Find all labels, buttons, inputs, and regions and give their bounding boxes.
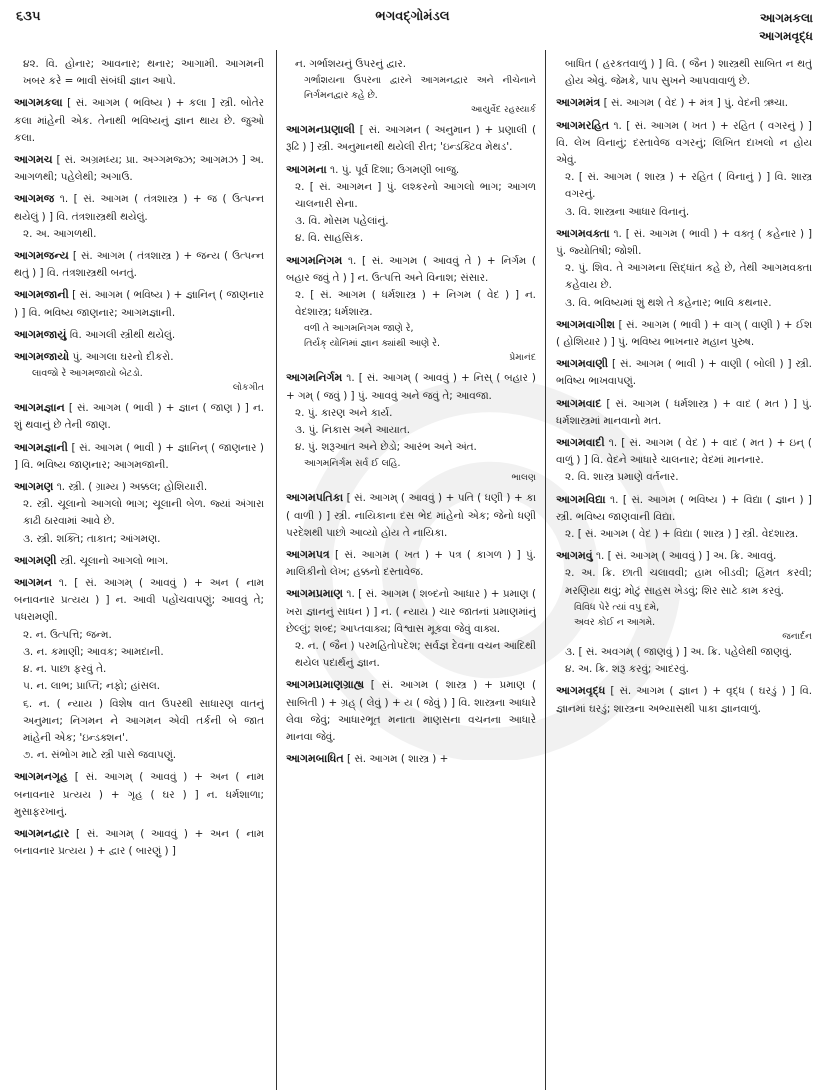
sense: ૩. પું. નિકાસ અને આયાત. <box>295 424 411 437</box>
headword: આગમવૃદ્ધ <box>556 684 606 698</box>
dictionary-entry <box>286 546 536 581</box>
headword: આગમનદ્વાર <box>14 826 70 840</box>
sense: ૨. પું. શિવ. તે આગમના સિદ્ધાંત કહે છે, તેથી આગમવક્તા કહેવાય છે. <box>565 262 812 292</box>
dictionary-entry <box>556 56 812 90</box>
definition-text: ૧. [ સં. આગમ ( આવવું તે ) + નિર્ગમ ( બહાર જવું તે ) ] ન. ઉત્પત્તિ અને વિનાશ; સંસાર. <box>286 254 536 284</box>
headword: આગમવાદી <box>556 436 605 450</box>
definition-text: ૧. [ સં. આગમ ( શબ્દનો આધાર ) + પ્રમાણ ( ખરા જ્ઞાનનું સાધન ) ] ન. ( ન્યાય ) ચાર જાતનાં પ્રમાણમાંનું છેલ્લું; શબ્દ; આપ્તવાક્ય; વિશ્વાસ મૂકવા જેવું વાક્ય. <box>286 588 536 635</box>
headword: આગમણી <box>14 553 57 567</box>
headword: આગમમંત્ર <box>556 96 601 110</box>
dictionary-entry <box>14 247 264 282</box>
dictionary-entry <box>556 94 812 112</box>
sense: ૬. ન. ( ન્યાય ) વિશેષ વાત ઉપરથી સાધારણ વાતનું અનુમાન; નિગમન ને આગમન એવી તર્કની બે જાત માંહેની એક; 'ઇન્ડક્શન'. <box>23 697 264 744</box>
quotation: વળી તે આગમનિગમ જાણે રે, <box>304 323 414 335</box>
sense: ૪. અ. ક્રિ. શરૂ કરવું; આદરવું. <box>565 663 689 676</box>
definition-text: [ સં. આગમ્ ( આવવું ) + પતિ ( ધણી ) + કા ( વાળી ) ] સ્ત્રી. નાયિકાના દસ ભેદ માંહેનો એક; જેનો ધણી પરદેશથી પાછો આવ્યો હોય તે નાયિકા. <box>286 492 536 539</box>
definition-text: [ સં. આગમ ( વેદ ) + મંત્ર ] પું. વેદની ઋચા. <box>600 97 789 110</box>
definition-text: [ સં. આગમ ( ભાવી ) + વાણી ( બોલી ) ] સ્ત્રી. ભવિષ્ય ભાખવાપણું. <box>556 358 812 388</box>
guide-word-first: આગમકલા <box>760 11 813 25</box>
dictionary-entry <box>14 439 264 474</box>
definition-text: [ સં. આગમ ( શાસ્ત્ર ) + <box>343 753 449 766</box>
definition-text: [ સં. આગમ ( ભવિષ્ય ) + કલા ] સ્ત્રી. બોતેર કલા માંહેની એક. તેનાથી ભવિષ્યનું જ્ઞાન થાય છે. જુઓ કલા. <box>14 97 264 144</box>
definition-text: [ સં. આગમ ( ધર્મશાસ્ત્ર ) + વાદ ( મત ) ] પું. ધર્મશાસ્ત્રમાં માનવાનો મત. <box>556 397 812 427</box>
dictionary-entry <box>14 825 264 860</box>
headword: આગમપત્ર <box>286 548 330 562</box>
headword: આગમવાણી <box>556 357 609 371</box>
definition-text: [ સં. આગમ ( શાસ્ત્ર ) + પ્રમાણ ( સાબિતી ) + ગ્રહ્ ( લેવું ) + ય ( જેવું ) ] વિ. શાસ્ત્રના આધારે લેવા જેવું; આધારભૂત મનાતા માણસના વચનના આધારે માનવા જેવું. <box>286 679 536 744</box>
dictionary-entry <box>14 574 264 764</box>
sense: ૩. વિ. મોસમ પહેલાંનું. <box>295 215 389 228</box>
sense: ૩. ન. કમાણી; આવક; આમદાની. <box>23 645 164 658</box>
dictionary-entry <box>286 750 536 768</box>
definition-text: [ સં. આગમ ( ખત ) + પત્ર ( કાગળ ) ] પું. માલિકીનો લેખ; હક્કનો દસ્તાવેજ. <box>286 549 536 579</box>
quotation: લાવજો રે આગમજાયો બેટડો. <box>32 368 143 380</box>
dictionary-entry <box>14 151 264 186</box>
definition-text: ૧. [ સં. આગમ્ ( આવવું ) + અન ( નામ બનાવનાર પ્રત્યય ) ] ન. આવી પહોંચવાપણું; આવવું તે; પધરામણી. <box>14 577 264 624</box>
sense: ૨. [ સં. આગમ ( ધર્મશાસ્ત્ર ) + નિગમ ( વેદ ) ] ન. વેદશાસ્ત્ર; ધર્મશાસ્ત્ર. <box>295 289 536 319</box>
sense: ૨. અ. ક્રિ. છાતી ચલાવવી; હામ બીડવી; હિંમત કરવી; મરણિયા થવું; મોટું સાહસ ખેડવું; શિર સાટે કામ કરવું. <box>565 567 812 597</box>
quotation-source: આયુર્વેદ રહસ્યાર્ક <box>470 104 536 116</box>
dictionary-entry <box>14 768 264 821</box>
dictionary-entry <box>14 399 264 434</box>
dictionary-entry <box>556 225 812 312</box>
dictionary-entry <box>556 434 812 487</box>
headword: આગમચ <box>14 153 53 167</box>
definition-text: ૧. [ સં. આગમ ( ખત ) + રહિત ( વગરનું ) ] વિ. લેખ વિનાનું; દસ્તાવેજ વગરનું; લિખિત દાખલો ન હોય એવું. <box>556 119 812 167</box>
headword: આગમપતિકા <box>286 491 344 505</box>
quotation-source: ભાલણ <box>511 472 536 484</box>
column-divider <box>276 50 277 1090</box>
quotation: ગર્ભાશયના ઉપરના દ્વારને આગમનદ્વાર અને નીચેનાને નિર્ગમનદ્વાર કહે છે. <box>304 75 536 102</box>
dictionary-entry <box>286 489 536 542</box>
definition-text: ન. ગર્ભાશયનું ઉપરનું દ્વાર. <box>295 58 407 70</box>
book-title: ભગવદ્ગોમંડલ <box>375 9 450 24</box>
dictionary-entry <box>286 369 536 485</box>
headword: આગમજ્ઞાન <box>14 401 65 415</box>
definition-text: વિ. આગલી સ્ત્રીથી થયેલું. <box>66 328 176 341</box>
headword: આગમવિદ્યા <box>556 492 606 506</box>
definition-text: પું. આગલા ઘરનો દીકરો. <box>69 351 174 364</box>
sense: ૨. ન. ઉત્પત્તિ; જન્મ. <box>23 628 112 641</box>
headword: આગમજાયો <box>14 350 70 364</box>
sense: ૪. વિ. સાહસિક. <box>295 232 364 245</box>
sense: ૨. ન. ( જૈન ) પરમહિતોપદેશ; સર્વજ્ઞ દેવના વચન આદિથી થયેલ પદાર્થનું જ્ઞાન. <box>295 640 536 670</box>
dictionary-entry <box>14 190 264 243</box>
definition-text: [ સં. આગમ્ ( આવવું ) + અન ( નામ બનાવનાર પ્રત્યય ) + દ્વાર ( બારણું ) ] <box>14 827 264 858</box>
definition-text: [ સં. અગ્રમધ્ય; પ્રા. અગ્ગમજ્ઝ; આગમઝ ] અ. આગળથી; પહેલેથી; અગાઉ. <box>14 154 264 184</box>
definition-text: ૧. [ સં. આગમ ( ભાવી ) + વક્તૃ ( કહેનાર ) ] પું. જ્યોતિષી; જોશી. <box>556 227 812 258</box>
definition-text: [ સં. આગમ ( તંત્રશાસ્ત્ર ) + જન્ય ( ઉત્પન્ન થતું ) ] વિ. તંત્રશાસ્ત્રથી બનતું. <box>14 250 264 280</box>
quotation: તિર્યક્ યોનિમાં જ્ઞાન ક્યાંથી આણે રે. <box>304 338 440 350</box>
headword: આગમકલા <box>14 96 63 110</box>
sense: ૨. [ સં. આગમ ( શાસ્ત્ર ) + રહિત ( વિનાનું ) ] વિ. શાસ્ત્ર વગરનું. <box>565 171 812 201</box>
sense: ૩. વિ. શાસ્ત્રના આધાર વિનાનું. <box>565 205 690 218</box>
headword: આગમન <box>14 576 52 590</box>
definition-text: સ્ત્રી. ચૂલાનો આગલો ભાગ. <box>56 554 169 567</box>
dictionary-entry <box>14 326 264 344</box>
guide-words <box>759 9 813 45</box>
headword: આગમજન્ય <box>14 249 69 263</box>
quotation-source: લોકગીત <box>232 382 264 394</box>
dictionary-entry <box>286 676 536 746</box>
sense: ૨. [ સં. આગમન ] પું. લશ્કરનો આગલો ભાગ; આગળ ચાલનારી સેના. <box>295 180 536 211</box>
headword: આગમપ્રમાણ <box>286 587 343 601</box>
dictionary-entry <box>556 355 812 390</box>
sense: ૨. પું. કારણ અને કાર્ય. <box>295 406 393 419</box>
definition-text: ૧. [ સં. આગમ ( તંત્રશાસ્ત્ર ) + જ ( ઉત્પન્ન થયેલું ) ] વિ. તંત્રશાસ્ત્રથી થયેલું. <box>14 193 264 223</box>
sense: ૪. ન. પાછા ફરવું તે. <box>23 663 107 676</box>
headword: આગમવાગીશ <box>556 317 615 331</box>
headword: આગમરહિત <box>556 118 610 132</box>
headword: આગમણ <box>14 480 54 494</box>
definition-text: ૧. સ્ત્રી. ( ગ્રામ્ય ) અક્કલ; હોશિયારી. <box>53 481 208 494</box>
headword: આગમજ <box>14 192 55 206</box>
definition-text: [ સં. આગમ ( ભાવી ) + જ્ઞાનિન્ ( જાણનાર ) ] વિ. ભવિષ્ય જાણનાર; આગમજાની. <box>14 441 264 471</box>
definition-text: ૧. [ સં. આગમ ( ભવિષ્ય ) + વિદ્યા ( જ્ઞાન ) ] સ્ત્રી. ભવિષ્ય જાણવાની વિદ્યા. <box>556 493 812 523</box>
page-header <box>0 0 825 52</box>
definition-text: ૪૨. વિ. હોનાર; આવનાર; થનાર; આગામી. આગમની ખબર કરે = ભાવી સંબંધી જ્ઞાન આપે. <box>23 58 264 88</box>
column-1 <box>14 56 264 1086</box>
dictionary-entry <box>286 161 536 248</box>
sense: ૩. [ સં. અવગમ્ ( જાણવું ) ] અ. ક્રિ. પહેલેથી જાણવું. <box>565 645 793 658</box>
dictionary-entry <box>14 478 264 548</box>
dictionary-entry <box>556 117 812 221</box>
dictionary-entry <box>556 395 812 430</box>
definition-text: ૧. [ સં. આગમ્ ( આવવું ) + નિસ્ ( બહાર ) + ગમ્ ( જવું ) ] પું. આવવું અને જવું તે; આવજા. <box>286 372 536 402</box>
headword: આગમના <box>286 162 327 176</box>
quotation-source: પ્રેમાનંદ <box>509 352 536 364</box>
headword: આગમનિર્ગમ <box>286 371 343 385</box>
headword: આગમનગૃહ <box>14 770 68 784</box>
sense: ૨. વિ. શાસ્ત્ર પ્રમાણે વર્તનાર. <box>565 471 679 484</box>
sense: ૨. [ સં. આગમ ( વેદ ) + વિદ્યા ( શાસ્ત્ર ) ] સ્ત્રી. વેદશાસ્ત્ર. <box>565 528 799 541</box>
definition-text: [ સં. આગમ ( જ્ઞાન ) + વૃદ્ધ ( ઘરડું ) ] વિ. જ્ઞાનમાં ઘરડું; શાસ્ત્રના અભ્યાસથી પાકા જ્ઞાનવાળું. <box>556 685 812 715</box>
definition-text: ૧. [ સં. આગમ ( વેદ ) + વાદ ( મત ) + ઇન્ ( વાળું ) ] વિ. વેદને આધારે ચાલનાર; વેદમાં માનનાર. <box>556 437 812 467</box>
headword: આગમજ્ઞાની <box>14 440 68 454</box>
definition-text: [ સં. આગમન ( અનુમાન ) + પ્રણાલી ( રૂઢિ ) ] સ્ત્રી. અનુમાનથી થયેલી રીત; 'ઇન્ડક્ટિવ મેથડ'. <box>286 124 536 154</box>
dictionary-entry <box>14 286 264 321</box>
guide-word-last: આગમવૃદ્ધ <box>759 29 813 43</box>
quotation: આગમનિર્ગમ સર્વ ઈ લહિ. <box>304 458 401 470</box>
dictionary-entry <box>14 94 264 147</box>
dictionary-entry <box>556 682 812 717</box>
dictionary-entry <box>286 252 536 366</box>
dictionary-entry <box>286 56 536 117</box>
headword: આગમપ્રમાણગ્રાહ્ય <box>286 678 365 692</box>
dictionary-entry <box>556 547 812 678</box>
dictionary-entry <box>556 316 812 351</box>
sense: ૩. વિ. ભવિષ્યમાં શું થશે તે કહેનાર; ભાવિ કથનાર. <box>565 296 772 309</box>
headword: આગમજાયું <box>14 327 67 341</box>
column-3 <box>556 56 812 1086</box>
dictionary-entry <box>286 121 536 156</box>
quotation-source: જનાર્દન <box>782 630 812 642</box>
definition-text: [ સં. આગમ ( ભાવી ) + વાગ્ ( વાણી ) + ઈશ ( હોશિયાર ) ] પું. ભવિષ્ય ભાખનાર મહાન પુરુષ. <box>556 318 812 349</box>
definition-text: બાધિત ( હરકતવાળું ) ] વિ. ( જૈન ) શાસ્ત્રથી સાબિત ન થતું હોય એવું. જેમકે, પાપ સુખને આપવાવાળું છે. <box>565 58 812 88</box>
sense: ૪. પું. શરૂઆત અને છેડો; આરંભ અને અંત. <box>295 441 477 454</box>
definition-text: ૧. [ સં. આગમ્ ( આવવું ) ] અ. ક્રિ. આવવું. <box>592 550 777 563</box>
dictionary-entry <box>286 585 536 672</box>
headword: આગમબાધિત <box>286 752 344 766</box>
dictionary-entry <box>14 56 264 90</box>
headword: આગમવક્તા <box>556 226 610 240</box>
sense: ૩. સ્ત્રી. શક્તિ; તાકાત; આંગમણ. <box>23 532 161 545</box>
quotation: અવર કોઈ ન આગમે. <box>574 616 656 628</box>
definition-text: [ સં. આગમ ( ભાવી ) + જ્ઞાન ( જાણ ) ] ન. શું થવાનું છે તેની જાણ. <box>14 402 264 432</box>
headword: આગમવાદ <box>556 396 602 410</box>
dictionary-entry <box>14 348 264 395</box>
headword: આગમનિગમ <box>286 253 343 267</box>
sense: ૫. ન. લાભ; પ્રાપ્તિ; નફો; હાંસલ. <box>23 680 161 693</box>
page-number: ૬૩૫ <box>16 9 41 24</box>
column-divider <box>545 50 546 1090</box>
sense: ૭. ન. સંભોગ માટે સ્ત્રી પાસે જવાપણું. <box>23 749 177 762</box>
headword: આગમનપ્રણાલી <box>286 123 355 137</box>
dictionary-entry <box>14 552 264 570</box>
definition-text: [ સં. આગમ્ ( આવવું ) + અન ( નામ બનાવનાર પ્રત્યય ) + ગૃહ ( ઘર ) ] ન. ધર્મશાળા; મુસાફરખાનું. <box>14 771 264 818</box>
definition-text: ૧. પું. પૂર્વ દિશા; ઉગમણી બાજુ. <box>326 163 460 176</box>
column-2 <box>286 56 536 1086</box>
sense: ૨. સ્ત્રી. ચૂલાનો આગલો ભાગ; ચૂલાની બેળ. જ્યાં અંગારા કાઢી ઠારવામાં આવે છે. <box>23 498 264 528</box>
headword: આગમજાની <box>14 288 69 302</box>
sense: ૨. અ. આગળથી. <box>23 227 97 240</box>
definition-text: [ સં. આગમ ( ભવિષ્ય ) + જ્ઞાનિન્ ( જાણનાર ) ] વિ. ભવિષ્ય જાણનાર; આગમજ્ઞાની. <box>14 289 264 319</box>
headword: આગમવું <box>556 549 593 563</box>
dictionary-entry <box>556 491 812 544</box>
quotation: વિવિધ પેરે ત્યાં વપુ દમે, <box>574 601 660 613</box>
